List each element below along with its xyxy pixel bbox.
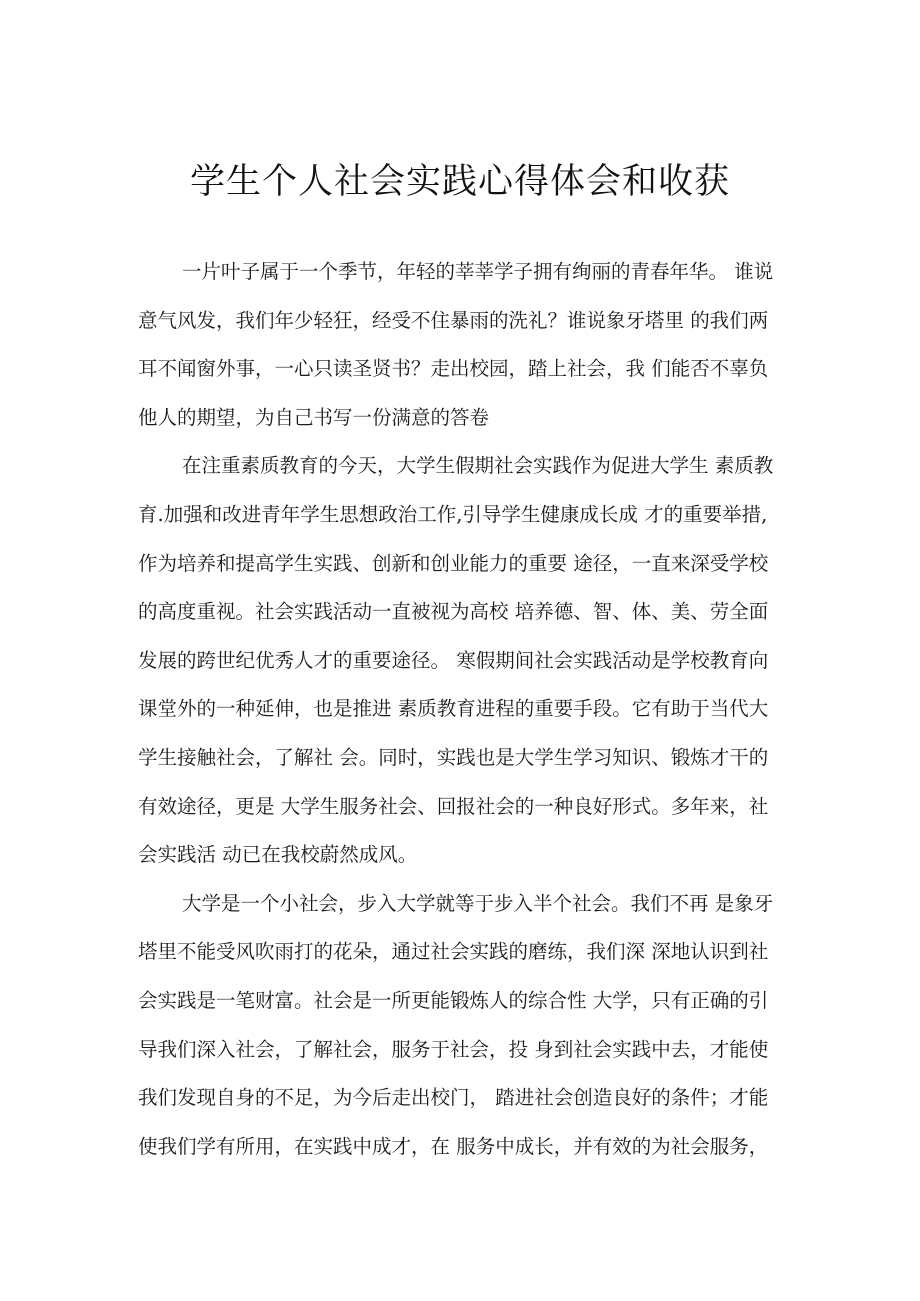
paragraph-3-line-4: 导我们深入社会，了解社会，服务于社会，投 身到社会实践中去，才能使 — [138, 1037, 769, 1061]
paragraph-2-line-9: 会实践活 动已在我校蔚然成风。 — [138, 843, 418, 867]
paragraph-1-line-1: 一片叶子属于一个季节，年轻的莘莘学子拥有绚丽的青春年华。 谁说 — [182, 260, 774, 283]
paragraph-3-line-3: 会实践是一笔财富。社会是一所更能锻炼人的综合性 大学，只有正确的引 — [138, 988, 769, 1012]
paragraph-2-line-6: 课堂外的一种延伸，也是推进 素质教育进程的重要手段。它有助于当代大 — [138, 697, 769, 721]
paragraph-1-line-3: 耳不闻窗外事，一心只读圣贤书？走出校园，踏上社会，我 们能否不辜负 — [138, 357, 769, 381]
paragraph-1-line-2: 意气风发，我们年少轻狂，经受不住暴雨的洗礼？谁说象牙塔里 的我们两 — [138, 308, 769, 332]
paragraph-3-line-5: 我们发现自身的不足，为今后走出校门， 踏进社会创造良好的条件；才能 — [138, 1086, 769, 1110]
paragraph-3-line-2: 塔里不能受风吹雨打的花朵，通过社会实践的磨练，我们深 深地认识到社 — [138, 940, 769, 964]
paragraph-2-line-5: 发展的跨世纪优秀人才的重要途径。 寒假期间社会实践活动是学校教育向 — [138, 648, 769, 672]
paragraph-2-line-3: 作为培养和提高学生实践、创新和创业能力的重要 途径，一直来深受学校 — [138, 551, 769, 575]
paragraph-3-line-1: 大学是一个小社会，步入大学就等于步入半个社会。我们不再 是象牙 — [182, 891, 774, 915]
paragraph-3-line-6: 使我们学有所用，在实践中成才，在 服务中成长，并有效的为社会服务， — [138, 1134, 769, 1158]
document-body — [138, 248, 788, 1171]
paragraph-2-line-1: 在注重素质教育的今天，大学生假期社会实践作为促进大学生 素质教 — [182, 454, 774, 478]
paragraph-2-line-8: 有效途径，更是 大学生服务社会、回报社会的一种良好形式。多年来，社 — [138, 794, 769, 818]
paragraph-2-line-4: 的高度重视。社会实践活动一直被视为高校 培养德、智、体、美、劳全面 — [138, 600, 769, 624]
document-title: 学生个人社会实践心得体会和收获 — [189, 162, 730, 202]
paragraph-2-line-7: 学生接触社会，了解社 会。同时，实践也是大学生学习知识、锻炼才干的 — [138, 745, 769, 769]
paragraph-1-line-4: 他人的期望，为自己书写一份满意的答卷 — [138, 405, 490, 429]
paragraph-2-line-2: 育.加强和改进青年学生思想政治工作,引导学生健康成长成 才的重要举措, — [138, 502, 768, 526]
